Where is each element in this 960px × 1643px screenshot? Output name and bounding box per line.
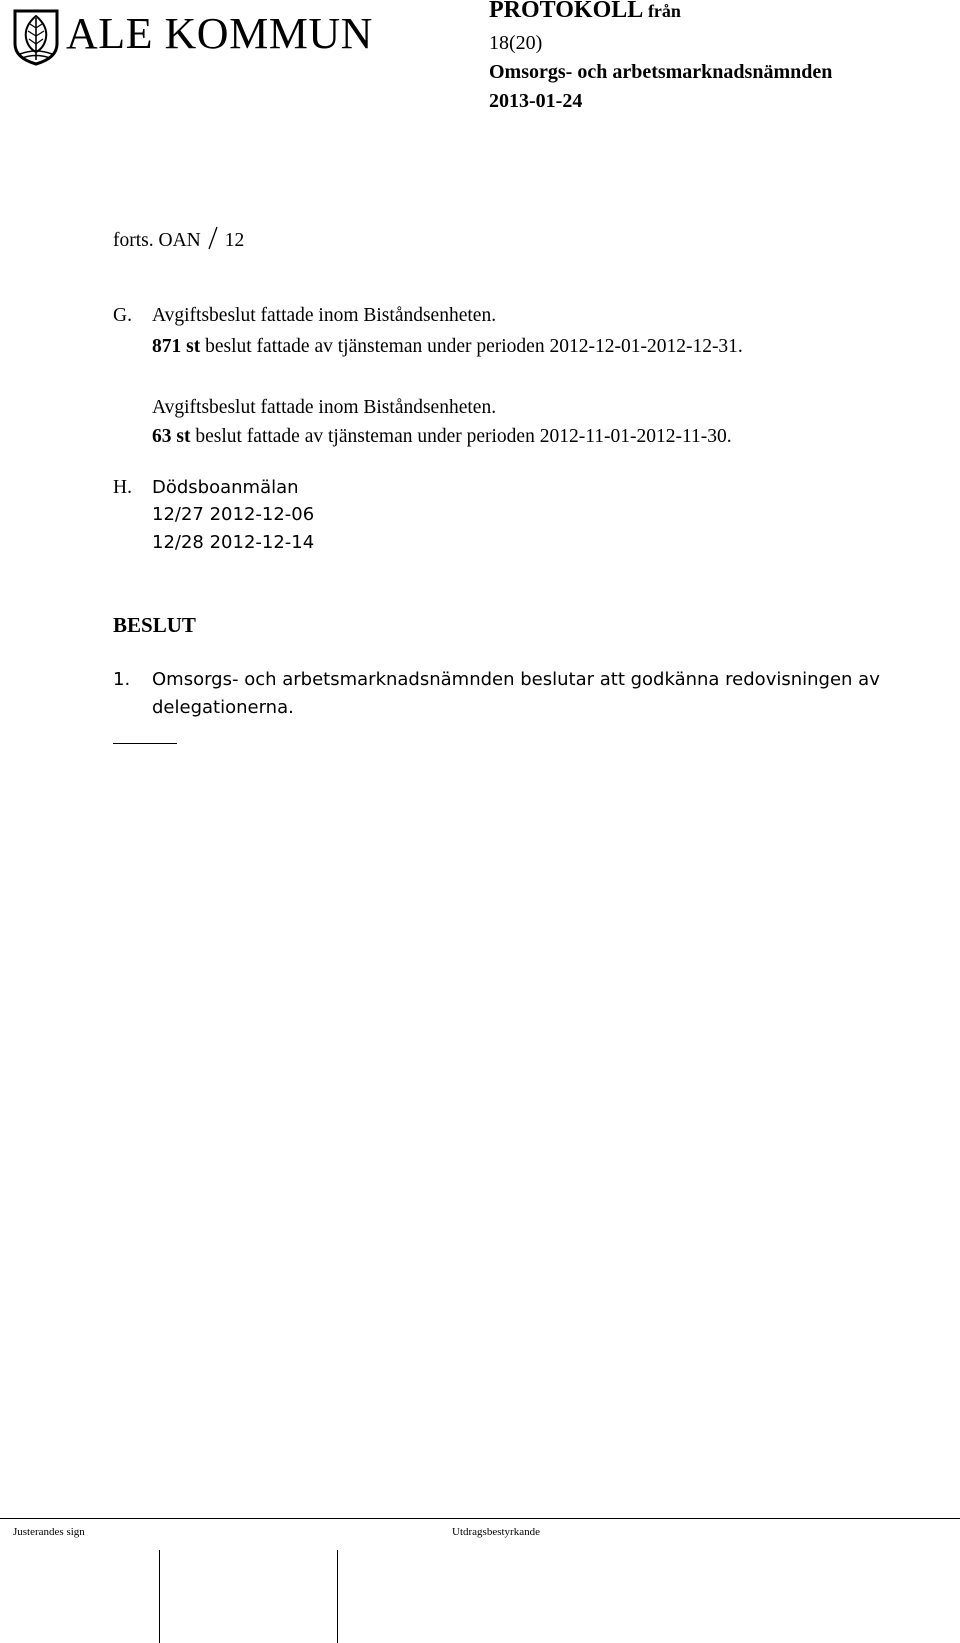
signature-divider bbox=[337, 1550, 338, 1643]
decision-count-2: 63 st bbox=[152, 426, 191, 447]
section-g2-line2 bbox=[152, 427, 732, 447]
signature-divider bbox=[159, 1550, 160, 1643]
beslut-heading: BESLUT bbox=[113, 613, 196, 637]
section-h-item: 12/28 2012-12-14 bbox=[152, 532, 315, 553]
document-type-label: PROTOKOLL bbox=[489, 0, 642, 23]
section-g-line1: Avgiftsbeslut fattade inom Biståndsenheten. bbox=[152, 305, 497, 326]
decision-line1: Omsorgs- och arbetsmarknadsnämnden beslutar att godkänna redovisningen av bbox=[152, 669, 880, 690]
section-mark-icon bbox=[207, 226, 219, 250]
decision-line2: delegationerna. bbox=[152, 697, 294, 718]
page-number: 18(20) bbox=[489, 32, 543, 54]
section-h-label: H. bbox=[113, 477, 132, 498]
section-g2-line2-text: beslut fattade av tjänsteman under perioden 2012-11-01-2012-11-30. bbox=[195, 426, 732, 447]
section-g-label: G. bbox=[113, 305, 132, 326]
section-h-item: 12/27 2012-12-06 bbox=[152, 504, 315, 525]
section-g-line2-text: beslut fattade av tjänsteman under perioden 2012-12-01-2012-12-31. bbox=[205, 336, 743, 357]
document-type bbox=[489, 0, 681, 22]
end-rule bbox=[113, 743, 177, 744]
decision-number: 1. bbox=[113, 669, 131, 690]
committee-name: Omsorgs- och arbetsmarknadsnämnden bbox=[489, 61, 833, 83]
footer-rule bbox=[0, 1518, 960, 1519]
meeting-date: 2013-01-24 bbox=[489, 90, 583, 112]
justerandes-sign-label: Justerandes sign bbox=[13, 1526, 85, 1538]
continuation-reference bbox=[113, 226, 244, 251]
org-name: ALE KOMMUN bbox=[66, 9, 373, 58]
continuation-prefix: forts. OAN bbox=[113, 230, 201, 251]
utdragsbestyrkande-label: Utdragsbestyrkande bbox=[452, 1526, 540, 1538]
document-type-suffix: från bbox=[647, 1, 681, 21]
ale-kommun-logo-icon bbox=[12, 8, 60, 66]
section-h-title: Dödsboanmälan bbox=[152, 477, 299, 498]
section-g2-line1: Avgiftsbeslut fattade inom Biståndsenheten. bbox=[152, 397, 497, 418]
section-g-line2 bbox=[152, 337, 743, 357]
decision-count: 871 st bbox=[152, 336, 201, 357]
continuation-number: 12 bbox=[224, 230, 245, 251]
